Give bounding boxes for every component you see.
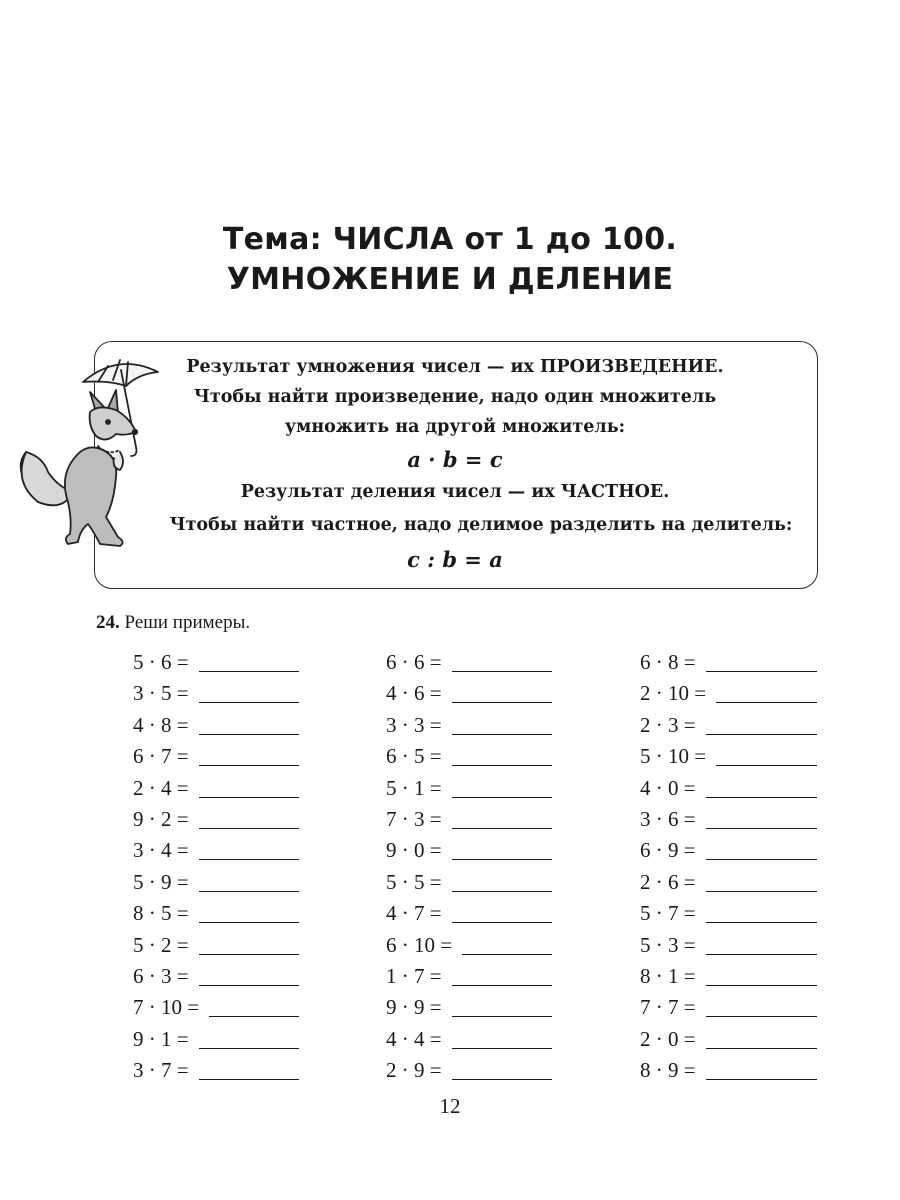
exercise-instruction: Реши примеры.	[124, 612, 251, 633]
expression: 9 · 9 =	[386, 995, 442, 1020]
expression: 4 · 8 =	[133, 712, 189, 737]
rule-line-6: Чтобы найти частное, надо делимое разделить на делитель:	[169, 515, 793, 535]
expression: 2 · 6 =	[640, 869, 696, 894]
rule-line-2: Чтобы найти произведение, надо один множитель	[193, 387, 717, 407]
answer-blank[interactable]	[706, 797, 817, 798]
fox-with-umbrella-icon	[8, 352, 178, 562]
expression: 7 · 7 =	[640, 995, 696, 1020]
answer-blank[interactable]	[452, 797, 552, 798]
expression: 5 · 2 =	[133, 932, 189, 957]
rule-line-5: Результат деления чисел — их ЧАСТНОЕ.	[240, 482, 670, 502]
answer-blank[interactable]	[462, 954, 552, 955]
answer-blank[interactable]	[706, 954, 817, 955]
answer-blank[interactable]	[706, 671, 817, 672]
page-title-line-2: УМНОЖЕНИЕ И ДЕЛЕНИЕ	[226, 262, 674, 297]
expression: 7 · 10 =	[133, 995, 200, 1020]
expression: 5 · 7 =	[640, 901, 696, 926]
answer-blank[interactable]	[452, 891, 552, 892]
page-number: 12	[439, 1094, 461, 1118]
expression: 5 · 10 =	[640, 744, 707, 769]
answer-blank[interactable]	[452, 828, 552, 829]
answer-blank[interactable]	[452, 1079, 552, 1080]
answer-blank[interactable]	[199, 922, 299, 923]
answer-blank[interactable]	[716, 765, 817, 766]
answer-blank[interactable]	[199, 702, 299, 703]
multiplication-formula: a · b = c	[407, 447, 503, 472]
answer-blank[interactable]	[199, 828, 299, 829]
answer-blank[interactable]	[706, 922, 817, 923]
answer-blank[interactable]	[199, 859, 299, 860]
answer-blank[interactable]	[452, 1048, 552, 1049]
answer-blank[interactable]	[706, 859, 817, 860]
answer-blank[interactable]	[199, 891, 299, 892]
expression: 6 · 9 =	[640, 838, 696, 863]
answer-blank[interactable]	[706, 1048, 817, 1049]
expression: 3 · 6 =	[640, 806, 696, 831]
answer-blank[interactable]	[452, 859, 552, 860]
rule-line-1: Результат умножения чисел — их ПРОИЗВЕДЕНИЕ.	[186, 357, 724, 377]
expression: 8 · 5 =	[133, 901, 189, 926]
answer-blank[interactable]	[199, 797, 299, 798]
expression: 2 · 0 =	[640, 1026, 696, 1051]
expression: 4 · 0 =	[640, 775, 696, 800]
expression: 6 · 10 =	[386, 932, 453, 957]
expression: 4 · 6 =	[386, 681, 442, 706]
expression: 7 · 3 =	[386, 806, 442, 831]
answer-blank[interactable]	[199, 1048, 299, 1049]
answer-blank[interactable]	[706, 734, 817, 735]
expression: 6 · 5 =	[386, 744, 442, 769]
expression: 3 · 3 =	[386, 712, 442, 737]
expression: 9 · 0 =	[386, 838, 442, 863]
answer-blank[interactable]	[452, 734, 552, 735]
answer-blank[interactable]	[706, 985, 817, 986]
answer-blank[interactable]	[706, 828, 817, 829]
answer-blank[interactable]	[199, 954, 299, 955]
answer-blank[interactable]	[452, 765, 552, 766]
answer-blank[interactable]	[452, 922, 552, 923]
expression: 5 · 1 =	[386, 775, 442, 800]
expression: 2 · 3 =	[640, 712, 696, 737]
expression: 2 · 10 =	[640, 681, 707, 706]
expression: 9 · 2 =	[133, 806, 189, 831]
expression: 6 · 7 =	[133, 744, 189, 769]
expression: 3 · 7 =	[133, 1058, 189, 1083]
answer-blank[interactable]	[199, 671, 299, 672]
answer-blank[interactable]	[716, 702, 817, 703]
expression: 4 · 4 =	[386, 1026, 442, 1051]
expression: 6 · 8 =	[640, 650, 696, 674]
answer-blank[interactable]	[199, 1079, 299, 1080]
expression: 5 · 5 =	[386, 869, 442, 894]
answer-blank[interactable]	[706, 1016, 817, 1017]
answer-blank[interactable]	[199, 985, 299, 986]
answer-blank[interactable]	[452, 1016, 552, 1017]
expression: 5 · 3 =	[640, 932, 696, 957]
expression: 6 · 3 =	[133, 963, 189, 988]
answer-blank[interactable]	[452, 702, 552, 703]
answer-blank[interactable]	[199, 765, 299, 766]
exercise-heading	[96, 612, 250, 634]
expression: 2 · 4 =	[133, 775, 189, 800]
expression: 3 · 5 =	[133, 681, 189, 706]
answer-blank[interactable]	[452, 985, 552, 986]
expression: 9 · 1 =	[133, 1026, 189, 1051]
rule-line-3: умножить на другой множитель:	[284, 417, 626, 437]
answer-blank[interactable]	[706, 1079, 817, 1080]
page-title-line-1: Тема: ЧИСЛА от 1 до 100.	[222, 222, 678, 257]
answer-blank[interactable]	[199, 734, 299, 735]
expression: 8 · 9 =	[640, 1058, 696, 1083]
expression: 5 · 9 =	[133, 869, 189, 894]
division-formula: c : b = a	[407, 547, 503, 572]
answer-blank[interactable]	[209, 1016, 299, 1017]
expression: 5 · 6 =	[133, 650, 189, 674]
expression: 8 · 1 =	[640, 963, 696, 988]
expression: 4 · 7 =	[386, 901, 442, 926]
answer-blank[interactable]	[706, 891, 817, 892]
expression: 6 · 6 =	[386, 650, 442, 674]
expression: 2 · 9 =	[386, 1058, 442, 1083]
answer-blank[interactable]	[452, 671, 552, 672]
exercise-number: 24.	[96, 612, 120, 633]
expression: 3 · 4 =	[133, 838, 189, 863]
expression: 1 · 7 =	[386, 963, 442, 988]
